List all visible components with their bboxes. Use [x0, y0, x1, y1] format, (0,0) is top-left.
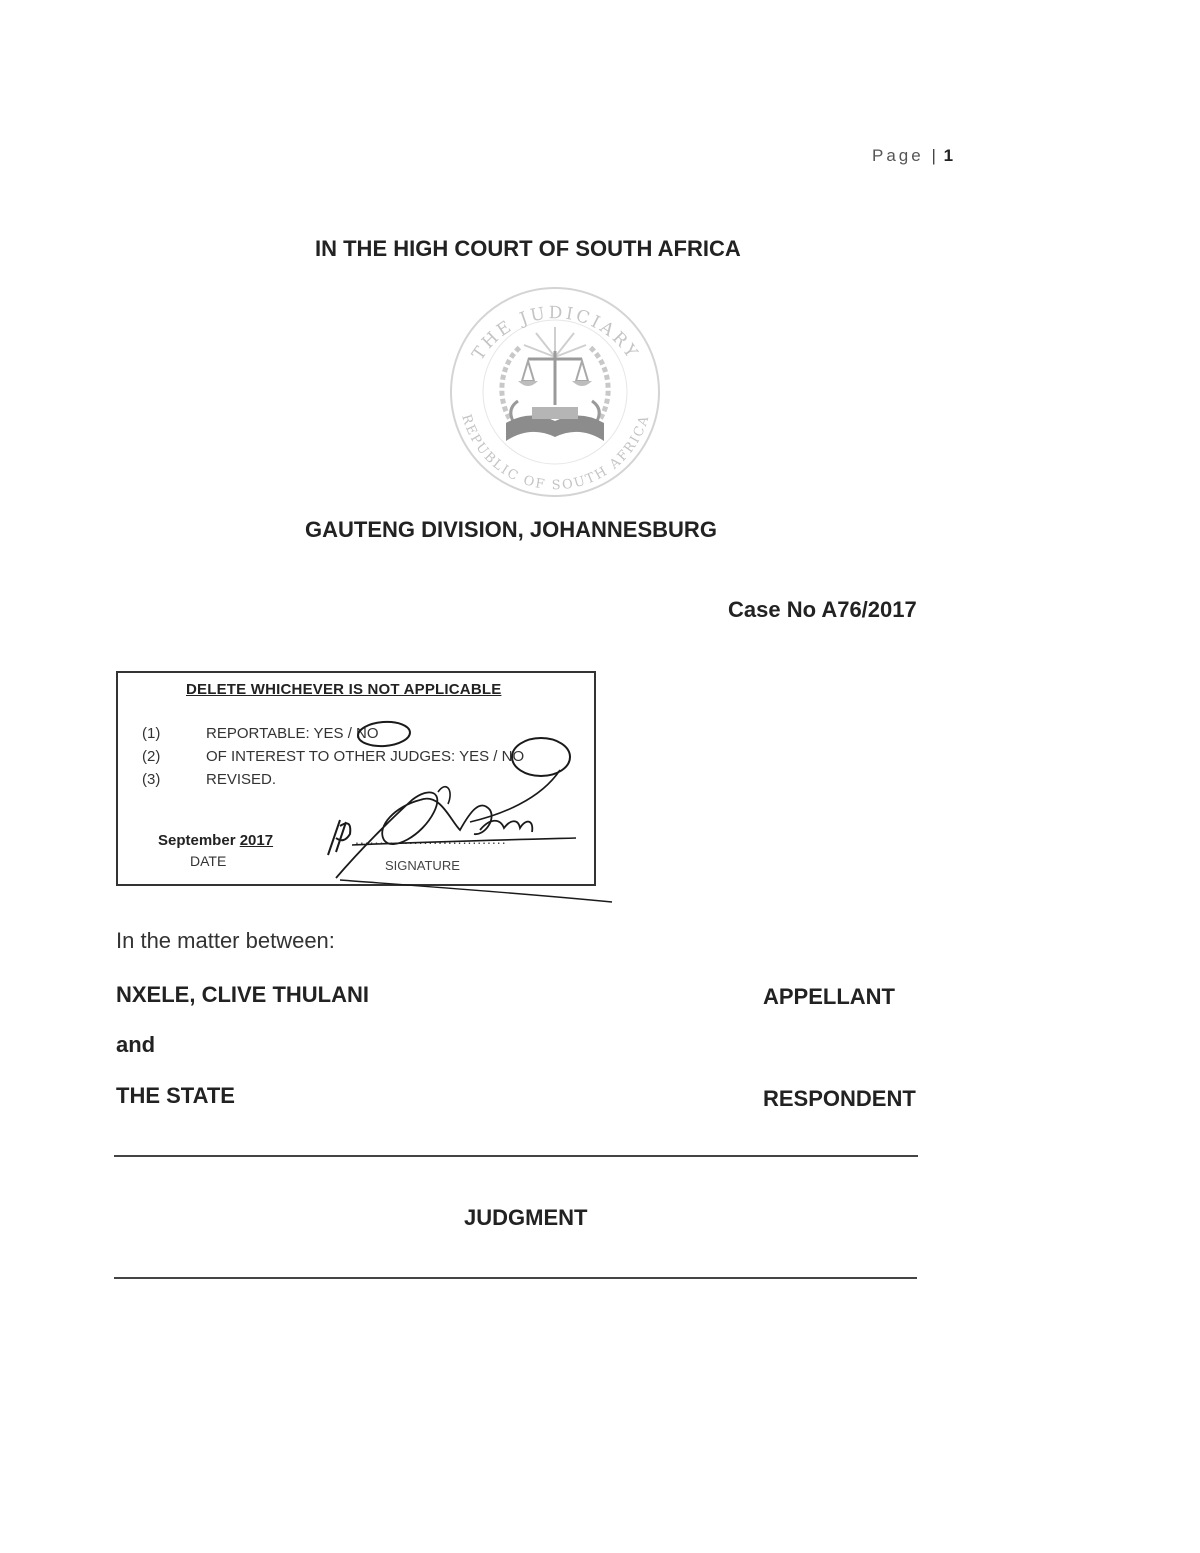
page-number-value: 1: [943, 146, 954, 165]
judgment-heading: JUDGMENT: [464, 1205, 588, 1230]
appellant-name: NXELE, CLIVE THULANI: [116, 982, 370, 1007]
option-revised: REVISED.: [206, 771, 277, 788]
matter-intro: In the matter between:: [116, 928, 335, 953]
seal-top-text: THE JUDICIARY: [468, 303, 643, 365]
page-number-label: Page: [872, 146, 924, 165]
option-interest: OF INTEREST TO OTHER JUDGES: YES / NO: [206, 748, 525, 765]
respondent-name: THE STATE: [116, 1083, 235, 1108]
case-number: Case No A76/2017: [728, 597, 917, 622]
respondent-role: RESPONDENT: [763, 1086, 916, 1111]
stamp-date-month: September: [158, 832, 236, 849]
option-number: (1): [142, 725, 161, 742]
option-number: (2): [142, 748, 161, 765]
page-number: Page | 1: [872, 146, 954, 165]
court-heading: IN THE HIGH COURT OF SOUTH AFRICA: [315, 236, 741, 261]
divider-top: [114, 1155, 918, 1157]
date-label: DATE: [190, 853, 227, 869]
party-conjunction: and: [116, 1032, 156, 1057]
appellant-role: APPELLANT: [763, 984, 895, 1009]
stamp-date-year: 2017: [239, 832, 274, 849]
option-number: (3): [142, 771, 161, 788]
stamp-title: DELETE WHICHEVER IS NOT APPLICABLE: [186, 681, 502, 698]
signature-label: SIGNATURE: [385, 858, 460, 873]
option-reportable: REPORTABLE: YES / NO: [206, 725, 379, 742]
seal-bottom-text: REPUBLIC OF SOUTH AFRICA: [458, 412, 653, 494]
division-heading: GAUTENG DIVISION, JOHANNESBURG: [305, 517, 717, 542]
divider-bottom: [114, 1277, 917, 1279]
signature-line: ...............................: [355, 831, 507, 847]
